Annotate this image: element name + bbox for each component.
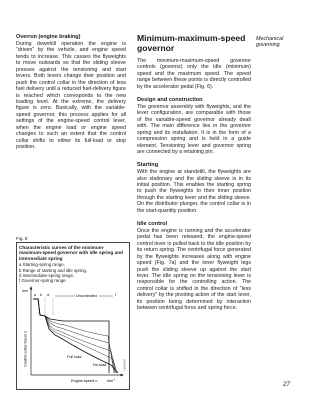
x-unit-label [107, 378, 116, 384]
margin-label: Mechanical governing [256, 36, 284, 49]
left-text-column [16, 34, 126, 151]
figure-legend-item: b Range of starting and idle spring, [19, 267, 88, 273]
range-f-label: f [115, 293, 116, 298]
figure-code: UMK0404E [123, 358, 127, 372]
overrun-heading: Overrun (engine braking) [16, 34, 81, 40]
starting-paragraph: With the engine at standstill, the flyweights are also stationary and the sliding sleeve is in its initial position. This enables the starting spring to push the flyweights to their inner position through the starting lever and the sliding sleeve. On the distributor plunger, the control collar is in the start-quantity position. [137, 169, 251, 214]
y-axis-label: Control-collar travel s [23, 331, 28, 368]
range-d-label: d [47, 293, 49, 298]
no-load-curve [33, 299, 118, 373]
main-text-column [137, 33, 251, 312]
characteristic-curves-diagram [19, 285, 128, 387]
idle-control-paragraph: Once the engine is running and the accelerator pedal has been released, the engine-speed control lever is pulled back to the idle position by its return spring. The centrifugal force generated by the flyweights increases along with engine speed (Fig. 7a) and the inner flyweight legs push the sliding sleeve up against the start lever. The idle spring on the tensioning lever is responsible for the controlling action. The control collar is shifted in the direction of "less delivery" by the pivoting action of the start lever, its position being determined by interaction between centrifugal force and spring force. [137, 227, 251, 312]
overrun-body: During downhill operation the engine is "driven" by the vehicle, and engine speed tends to increase. This causes the flyweights to move outwards so that the sliding sleeve presses against the tensioning and start levers. Both levers change their position and push the control collar in the direction of less fuel delivery until a reduced fuel-delivery figure is reached which corresponds to the new loading level. At the extreme, the delivery figure is zero. Basically, with the variable-speed governor, this process applies for all settings of the engine-speed control lever, when the engine load or engine speed changes to such an extent that the control collar shifts to either its full-load or stop position. [16, 40, 126, 151]
figure-6 [16, 236, 130, 390]
margin-column [256, 36, 296, 49]
uncontrolled-label: Uncontrolled [76, 294, 97, 299]
figure-label: Fig. 6 [16, 236, 28, 241]
no-load-label: No-load [93, 363, 107, 368]
range-b-label: b [40, 293, 42, 298]
characteristic-curve [33, 299, 115, 373]
figure-legend-item: a Starting-spring range, [19, 262, 65, 268]
x-axis-label: Engine speed n [71, 379, 98, 384]
figure-caption: Characteristic curves of the minimum-maximum-speed governor with idle spring and intermediate spring [19, 244, 123, 261]
design-paragraph: The governor assembly with flyweights, and the lever configuration, are comparable with those of the variable-speed governor already dealt with. The main difference lies in the governor spring and its installation. It is in the form of a compression spring and is held in a guide element. Tensioning lever and governor spring are connected by a retaining pin. [137, 103, 251, 156]
idle-control-heading: Idle control [137, 220, 168, 227]
x-unit-superscript: -1 [113, 378, 116, 382]
x-unit-text: min [107, 379, 114, 384]
figure-box [16, 242, 130, 390]
y-unit-label: mm [22, 289, 28, 294]
full-load-label: Full load [67, 355, 82, 360]
range-a-label: a [34, 293, 36, 298]
figure-legend-item: f Governor-spring range. [19, 277, 67, 283]
starting-heading: Starting [137, 161, 159, 168]
page-number: 27 [283, 381, 291, 388]
section-title: Minimum-maximum-speed governor [137, 33, 246, 53]
design-heading: Design and construction [137, 96, 203, 103]
figure-legend-item: d Intermediate-spring range, [19, 272, 75, 278]
y-axis-arrow [30, 286, 33, 290]
intro-paragraph: The minimum-maximum-speed governor controls (governs) only the idle (minimum) speed and the maximum speed. The speed range between these points is directly controlled by the accelerator pedal (Fig. 6). [137, 58, 251, 90]
x-axis-arrow [121, 374, 125, 377]
